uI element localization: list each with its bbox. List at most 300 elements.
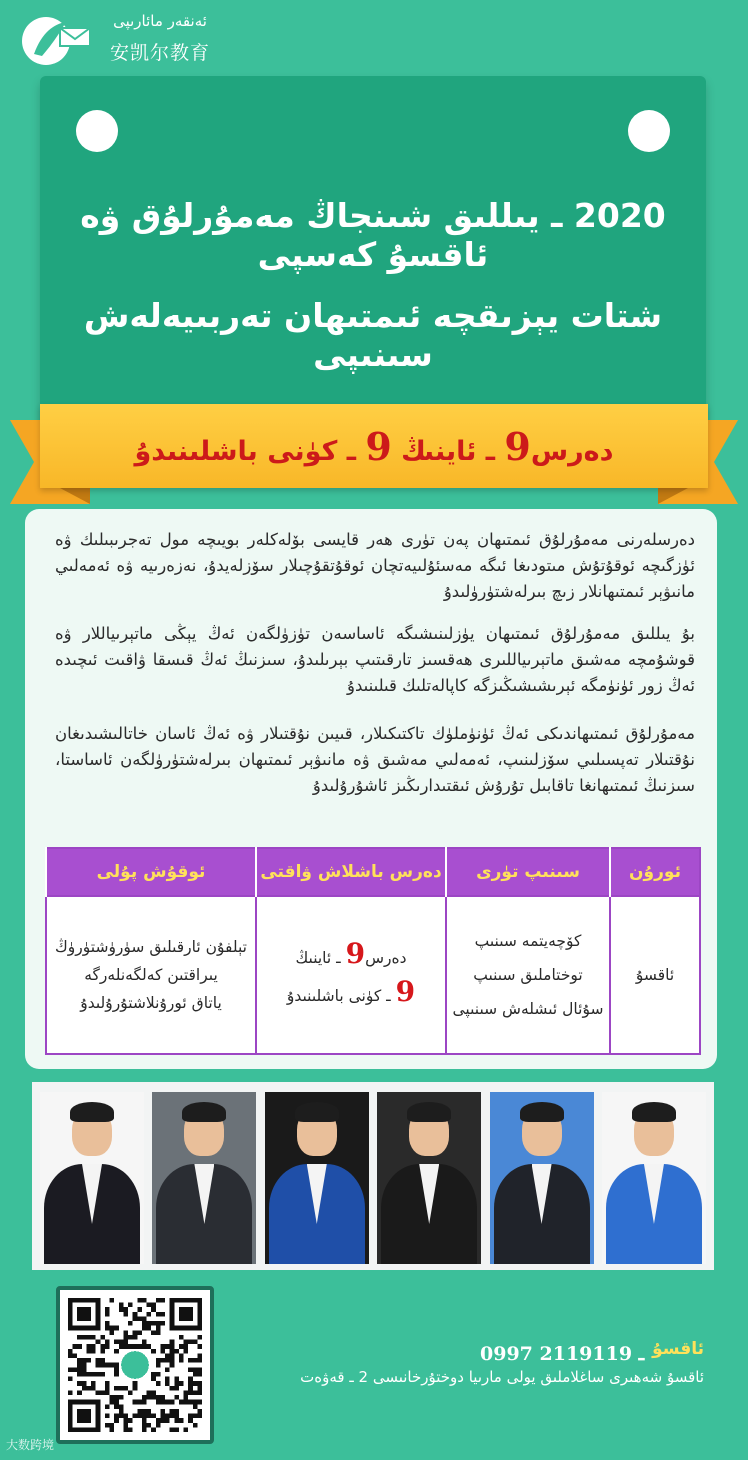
qr-module	[193, 1414, 198, 1419]
qr-module	[147, 1409, 152, 1414]
qr-module	[114, 1395, 119, 1400]
table-header-row	[46, 848, 700, 896]
qr-module	[68, 1377, 73, 1382]
qr-module	[174, 1418, 179, 1423]
qr-module	[156, 1330, 161, 1335]
qr-module	[147, 1390, 152, 1395]
qr-module	[82, 1381, 87, 1386]
fee-line-2: يىراقتىن كەلگەنلەرگە	[84, 966, 218, 984]
qr-module	[105, 1381, 110, 1386]
qr-module	[114, 1414, 119, 1419]
qr-module	[91, 1349, 96, 1354]
qr-module	[174, 1395, 179, 1400]
qr-module	[114, 1367, 119, 1372]
qr-module	[114, 1372, 119, 1377]
qr-module	[188, 1414, 193, 1419]
qr-module	[105, 1312, 110, 1317]
qr-module	[77, 1363, 82, 1368]
qr-module	[147, 1326, 152, 1331]
decorative-dot-right	[628, 110, 670, 152]
start-day-suffix: ـ كۈنى باشلىنىدۇ	[286, 987, 396, 1005]
ribbon-text	[40, 424, 708, 469]
qr-module	[82, 1372, 87, 1377]
teacher-hair	[295, 1102, 339, 1122]
qr-module	[147, 1303, 152, 1308]
qr-module	[137, 1316, 142, 1321]
qr-module	[188, 1367, 193, 1372]
teacher-photo	[152, 1092, 256, 1264]
qr-module	[142, 1409, 147, 1414]
qr-module	[105, 1414, 110, 1419]
qr-module	[193, 1367, 198, 1372]
fee-line-3: ياتاق ئورۇنلاشتۇرۇلىدۇ	[80, 994, 222, 1012]
qr-module	[142, 1316, 147, 1321]
qr-module	[151, 1427, 156, 1432]
ribbon-prefix: دەرس	[530, 435, 614, 467]
cell-start-time	[256, 896, 446, 1054]
qr-module	[119, 1404, 124, 1409]
description-paragraph-2: بۇ يىللىق مەمۇرلۇق ئىمتىهان يۈزلىنىشىگە ئاساسەن تۈزۈلگەن ئەڭ يېڭى ماتېرىياللار ۋە قوشۇمچە مەشىق ماتېرىياللىرى ھەقسىز تارقىتىپ بېرىلىدۇ، سىزنىڭ ئەڭ قىسقا ۋاقىت ئىچىدە ئەڭ زور ئۈنۈمگە ئېرىشىشىڭىزگە كاپالەتلىك قىلىنىدۇ	[55, 624, 695, 695]
qr-module	[147, 1344, 152, 1349]
qr-module	[128, 1418, 133, 1423]
qr-module	[77, 1335, 82, 1340]
qr-module	[105, 1363, 110, 1368]
contact-phone: 0997 ـ 2119119	[480, 1343, 645, 1365]
qr-module	[174, 1349, 179, 1354]
title-line-1: 2020 ـ يىللىق شىنجاڭ مەمۇرلۇق ۋە ئاقسۇ كەسپى	[80, 196, 666, 274]
teacher-photo	[265, 1092, 369, 1264]
qr-module	[160, 1344, 165, 1349]
qr-module	[156, 1423, 161, 1428]
qr-module	[179, 1358, 184, 1363]
qr-module	[91, 1344, 96, 1349]
decorative-dot-left	[76, 110, 118, 152]
teacher-hair	[632, 1102, 676, 1122]
teacher-hair	[407, 1102, 451, 1122]
qr-module	[188, 1377, 193, 1382]
qr-module	[77, 1367, 82, 1372]
qr-module	[86, 1349, 91, 1354]
brand-logo	[20, 12, 94, 70]
teacher-photo	[602, 1092, 706, 1264]
qr-module	[77, 1372, 82, 1377]
qr-module	[114, 1326, 119, 1331]
qr-module	[142, 1414, 147, 1419]
qr-module	[137, 1409, 142, 1414]
qr-module	[73, 1344, 78, 1349]
qr-module	[156, 1400, 161, 1405]
qr-module	[68, 1390, 73, 1395]
qr-module	[119, 1307, 124, 1312]
qr-module	[110, 1395, 115, 1400]
qr-module	[197, 1409, 202, 1414]
qr-module	[105, 1326, 110, 1331]
qr-module	[170, 1344, 175, 1349]
qr-module	[193, 1404, 198, 1409]
header-class-type: سىنىپ تۈرى	[446, 848, 610, 896]
qr-module	[188, 1340, 193, 1345]
table-row	[46, 896, 700, 1054]
qr-module	[170, 1349, 175, 1354]
qr-module	[100, 1390, 105, 1395]
qr-module	[197, 1335, 202, 1340]
title-line-2: شتات يېزىقچە ئىمتىهان تەربىيەلەش سىنىپى	[83, 296, 663, 374]
qr-module	[197, 1381, 202, 1386]
qr-module	[179, 1400, 184, 1405]
qr-module	[119, 1414, 124, 1419]
qr-module	[123, 1340, 128, 1345]
qr-module	[165, 1414, 170, 1419]
qr-module	[77, 1390, 82, 1395]
qr-module	[91, 1372, 96, 1377]
qr-module	[142, 1326, 147, 1331]
qr-module	[86, 1386, 91, 1391]
qr-module	[91, 1381, 96, 1386]
qr-module	[105, 1340, 110, 1345]
start-line-1	[257, 937, 445, 975]
qr-module	[119, 1409, 124, 1414]
qr-module	[170, 1427, 175, 1432]
qr-module	[165, 1367, 170, 1372]
contact-city-label: ئاقسۇ	[652, 1339, 704, 1359]
qr-module	[170, 1353, 175, 1358]
qr-module	[170, 1386, 175, 1391]
qr-module	[160, 1395, 165, 1400]
qr-module	[156, 1372, 161, 1377]
qr-module	[197, 1386, 202, 1391]
qr-module	[86, 1372, 91, 1377]
qr-module	[188, 1386, 193, 1391]
qr-module	[123, 1423, 128, 1428]
teacher-hair	[520, 1102, 564, 1122]
teacher-photo	[377, 1092, 481, 1264]
qr-module	[193, 1358, 198, 1363]
qr-module	[179, 1418, 184, 1423]
qr-module	[142, 1427, 147, 1432]
qr-module	[91, 1386, 96, 1391]
qr-module	[174, 1381, 179, 1386]
qr-module	[114, 1404, 119, 1409]
qr-module	[133, 1330, 138, 1335]
qr-module	[147, 1414, 152, 1419]
qr-module	[147, 1395, 152, 1400]
qr-module	[151, 1321, 156, 1326]
qr-module	[137, 1330, 142, 1335]
qr-module	[68, 1349, 73, 1354]
start-month-number: 9	[345, 937, 366, 970]
qr-module	[142, 1340, 147, 1345]
qr-module	[174, 1377, 179, 1382]
qr-module	[193, 1372, 198, 1377]
qr-module	[147, 1312, 152, 1317]
qr-module	[151, 1307, 156, 1312]
qr-module	[133, 1400, 138, 1405]
qr-module	[123, 1307, 128, 1312]
qr-module	[86, 1335, 91, 1340]
ribbon-suffix: ـ كۈنى باشلىنىدۇ	[134, 435, 366, 467]
qr-module	[133, 1414, 138, 1419]
start-line-2	[257, 975, 445, 1013]
qr-module	[179, 1344, 184, 1349]
qr-module	[151, 1349, 156, 1354]
qr-module	[156, 1298, 161, 1303]
qr-module	[110, 1326, 115, 1331]
qr-module	[110, 1363, 115, 1368]
ribbon-day-number: 9	[365, 423, 392, 469]
qr-module	[151, 1372, 156, 1377]
qr-module	[193, 1423, 198, 1428]
qr-module	[170, 1363, 175, 1368]
qr-module	[160, 1409, 165, 1414]
qr-module	[165, 1358, 170, 1363]
qr-module	[193, 1381, 198, 1386]
watermark: 大数跨境	[6, 1438, 55, 1452]
qr-module	[160, 1414, 165, 1419]
qr-module	[197, 1390, 202, 1395]
qr-module	[197, 1414, 202, 1419]
qr-module	[119, 1344, 124, 1349]
qr-module	[96, 1372, 101, 1377]
qr-module	[188, 1418, 193, 1423]
teacher-photo	[40, 1092, 144, 1264]
contact-address: ئاقسۇ شەھىرى ساغلاملىق يولى مارىيا دوختۇرخانىسى 2 ـ قەۋەت	[300, 1368, 704, 1386]
qr-module	[142, 1423, 147, 1428]
start-prefix: دەرس	[365, 949, 407, 967]
class-type-2: توختاملىق سىنىپ	[473, 966, 583, 984]
qr-module	[160, 1312, 165, 1317]
qr-module	[184, 1340, 189, 1345]
qr-module	[156, 1321, 161, 1326]
qr-module	[142, 1395, 147, 1400]
qr-module	[114, 1386, 119, 1391]
qr-module	[123, 1312, 128, 1317]
qr-module	[188, 1381, 193, 1386]
qr-module	[174, 1414, 179, 1419]
qr-module	[156, 1312, 161, 1317]
qr-module	[105, 1386, 110, 1391]
qr-module	[193, 1340, 198, 1345]
qr-module	[151, 1395, 156, 1400]
qr-module	[100, 1335, 105, 1340]
qr-module	[105, 1307, 110, 1312]
qr-module	[137, 1344, 142, 1349]
qr-module	[170, 1409, 175, 1414]
qr-module	[82, 1358, 87, 1363]
qr-module	[170, 1340, 175, 1345]
header-location: ئورۇن	[610, 848, 700, 896]
teacher-hair	[70, 1102, 114, 1122]
qr-module	[184, 1349, 189, 1354]
qr-module	[77, 1381, 82, 1386]
qr-module	[170, 1358, 175, 1363]
qr-module	[156, 1395, 161, 1400]
qr-module	[96, 1363, 101, 1368]
teacher-hair	[182, 1102, 226, 1122]
course-info-card	[25, 509, 717, 1069]
cell-class-types	[446, 896, 610, 1054]
header-fee: ئوقۇش پۇلى	[46, 848, 256, 896]
qr-module	[77, 1344, 82, 1349]
qr-module	[82, 1367, 87, 1372]
qr-module	[114, 1400, 119, 1405]
qr-module	[197, 1358, 202, 1363]
qr-module	[193, 1390, 198, 1395]
title-panel	[40, 76, 706, 448]
ribbon-body	[40, 404, 708, 488]
qr-module	[184, 1390, 189, 1395]
qr-module	[151, 1414, 156, 1419]
qr-module	[123, 1386, 128, 1391]
qr-module	[156, 1358, 161, 1363]
qr-module	[110, 1298, 115, 1303]
qr-module	[193, 1400, 198, 1405]
qr-module	[110, 1400, 115, 1405]
qr-module	[96, 1390, 101, 1395]
qr-module	[110, 1427, 115, 1432]
qr-module	[105, 1404, 110, 1409]
qr-module	[165, 1353, 170, 1358]
header-start-time: دەرس باشلاش ۋاقتى	[256, 848, 446, 896]
qr-module	[179, 1381, 184, 1386]
qr-module	[123, 1344, 128, 1349]
qr-module	[156, 1418, 161, 1423]
qr-module	[133, 1381, 138, 1386]
qr-module	[128, 1335, 133, 1340]
schedule-table	[45, 847, 701, 1055]
qr-module	[188, 1390, 193, 1395]
qr-module	[160, 1418, 165, 1423]
qr-module	[119, 1395, 124, 1400]
qr-code-image	[68, 1298, 202, 1432]
qr-module	[160, 1349, 165, 1354]
qr-module	[156, 1326, 161, 1331]
qr-module	[128, 1303, 133, 1308]
qr-module	[156, 1363, 161, 1368]
ribbon-month-number: 9	[504, 423, 531, 469]
qr-module	[197, 1372, 202, 1377]
qr-module	[184, 1427, 189, 1432]
qr-module	[68, 1367, 73, 1372]
qr-module	[184, 1395, 189, 1400]
qr-module	[128, 1390, 133, 1395]
teacher-photo	[490, 1092, 594, 1264]
qr-module	[110, 1423, 115, 1428]
qr-module	[170, 1414, 175, 1419]
qr-module	[147, 1321, 152, 1326]
qr-module	[100, 1363, 105, 1368]
description-paragraph-3: مەمۇرلۇق ئىمتىهاندىكى ئەڭ ئۈنۈملۈك تاكتىكىلار، قىيىن نۇقتىلار ۋە ئەڭ ئاسان خاتالىشىدىغان نۇقتىلار تەپسىلىي سۆزلىنىپ، ئەمەلىي مەشىق ۋە مانىۋېر ئىمتىهان بىرلەشتۈرۈلگەن ئاساستا، سىزنىڭ ئىمتىهانغا تاقابىل تۇرۇش ئىقتىدارىڭىز ئاشۇرۇلىدۇ	[55, 724, 695, 795]
qr-module	[100, 1344, 105, 1349]
qr-module	[100, 1358, 105, 1363]
qr-module	[151, 1390, 156, 1395]
brand-name-uyghur: ئەنقەر مائارىپى	[113, 12, 207, 30]
qr-module	[142, 1321, 147, 1326]
qr-module	[105, 1321, 110, 1326]
brand-name-chinese: 安凯尔教育	[109, 42, 210, 64]
qr-module	[197, 1344, 202, 1349]
qr-module	[147, 1423, 152, 1428]
description-paragraph-1: دەرسلەرنى مەمۇرلۇق ئىمتىهان پەن تۈرى ھەر قايسى بۆلەكلەر بويىچە مول تەجرىبىلىك ۋە ئۈزگىچە ئوقۇتۇش مىتودىغا ئىگە مەسئۇلىيەتچان ئوقۇتقۇچىلار سۆزلەيدۇ، نەزەرىيە ۋە ئەمەلىي مانىۋېر ئىمتىهانلار زىچ بىرلەشتۈرۈلىدۇ	[55, 530, 695, 601]
qr-module	[151, 1330, 156, 1335]
cell-fee	[46, 896, 256, 1054]
qr-module	[91, 1335, 96, 1340]
qr-module	[179, 1335, 184, 1340]
qr-module	[100, 1372, 105, 1377]
qr-module	[119, 1340, 124, 1345]
qr-module	[73, 1353, 78, 1358]
fee-line-1: تېلفۇن ئارقىلىق سۈرۈشتۈرۈڭ	[55, 938, 247, 956]
qr-module	[82, 1335, 87, 1340]
cell-location: ئاقسۇ	[610, 896, 700, 1054]
qr-module	[142, 1298, 147, 1303]
qr-module	[197, 1367, 202, 1372]
qr-module	[160, 1400, 165, 1405]
qr-module	[179, 1353, 184, 1358]
qr-module	[151, 1377, 156, 1382]
qr-module	[105, 1390, 110, 1395]
class-type-3: سۇئال ئىشلەش سىنىپى	[452, 1000, 604, 1018]
qr-module	[100, 1349, 105, 1354]
qr-module	[123, 1414, 128, 1419]
start-day-number: 9	[395, 975, 416, 1008]
qr-module	[68, 1353, 73, 1358]
qr-module	[128, 1427, 133, 1432]
qr-module	[96, 1358, 101, 1363]
qr-module	[142, 1344, 147, 1349]
qr-module	[142, 1400, 147, 1405]
qr-module	[170, 1400, 175, 1405]
qr-code	[56, 1286, 214, 1444]
ribbon-mid: ـ ئاينىڭ	[391, 435, 505, 467]
qr-module	[123, 1427, 128, 1432]
qr-module	[188, 1400, 193, 1405]
qr-module	[82, 1363, 87, 1368]
qr-module	[160, 1298, 165, 1303]
qr-module	[174, 1427, 179, 1432]
qr-module	[105, 1344, 110, 1349]
qr-module	[142, 1418, 147, 1423]
qr-module	[119, 1386, 124, 1391]
qr-module	[137, 1400, 142, 1405]
qr-module	[123, 1330, 128, 1335]
qr-module	[160, 1358, 165, 1363]
qr-module	[165, 1418, 170, 1423]
qr-module	[133, 1316, 138, 1321]
qr-module	[165, 1344, 170, 1349]
qr-module	[133, 1335, 138, 1340]
qr-module	[114, 1363, 119, 1368]
qr-module	[114, 1418, 119, 1423]
qr-module	[151, 1303, 156, 1308]
start-date-ribbon	[10, 404, 738, 504]
qr-module	[174, 1409, 179, 1414]
class-type-1: كۆچەيتمە سىنىپ	[474, 932, 582, 950]
qr-module	[133, 1312, 138, 1317]
qr-module	[137, 1307, 142, 1312]
qr-module	[160, 1321, 165, 1326]
qr-module	[137, 1414, 142, 1419]
qr-module	[165, 1377, 170, 1382]
qr-module	[105, 1423, 110, 1428]
qr-module	[128, 1344, 133, 1349]
teacher-photo-strip	[32, 1082, 714, 1270]
qr-module	[77, 1358, 82, 1363]
qr-module	[114, 1349, 119, 1354]
qr-module	[96, 1340, 101, 1345]
start-month-suffix: ـ ئاينىڭ	[295, 949, 346, 967]
qr-module	[184, 1344, 189, 1349]
qr-module	[197, 1400, 202, 1405]
